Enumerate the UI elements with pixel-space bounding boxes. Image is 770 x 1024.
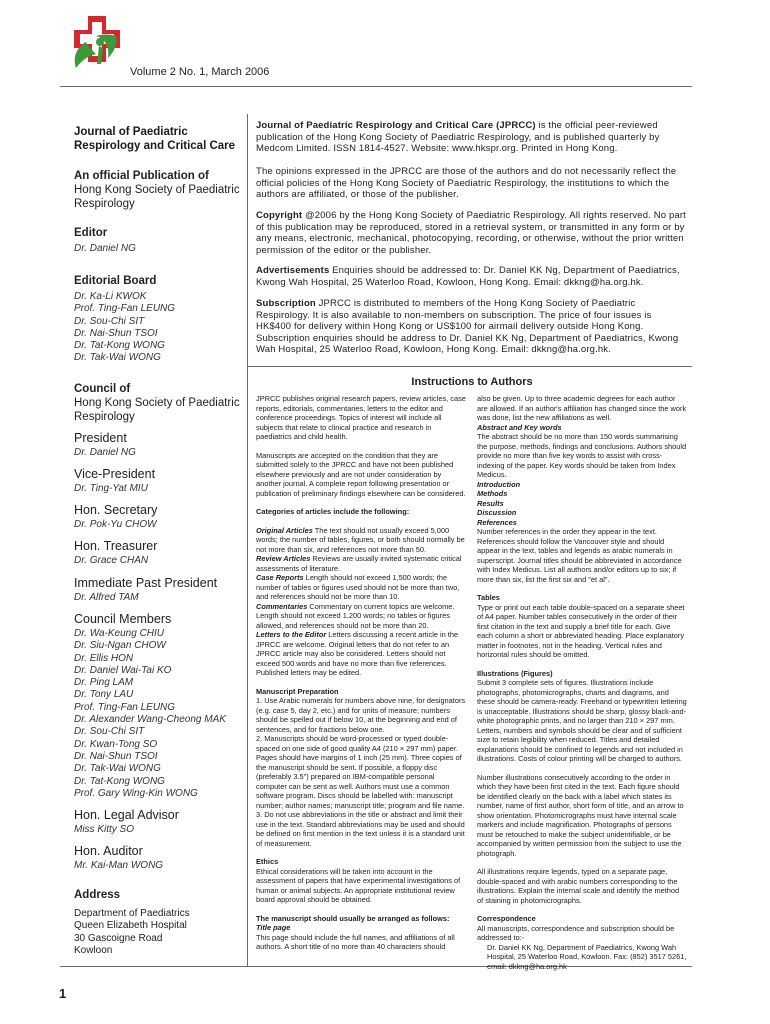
past-president-section: Immediate Past President Dr. Alfred TAM (74, 576, 218, 603)
address-line: 30 Gascoigne Road (74, 932, 163, 944)
column-divider (247, 114, 248, 967)
vice-president-section: Vice-President Dr. Ting-Yat MIU (74, 467, 156, 494)
board-member: Dr. Tat-Kong WONG (74, 340, 165, 352)
instructions-title: Instructions to Authors (411, 376, 533, 388)
address-line: Department of Paediatrics (74, 908, 190, 919)
board-member: Dr. Ka-Li KWOK (74, 291, 147, 302)
council-member: Dr. Ellis HON (74, 652, 134, 664)
subscription-paragraph: Subscription JPRCC is distributed to members of the Hong Kong Society of Paediatric Respirology. It is also available to non-members on subscription. The price of four issues is HK$400 for delivery within Hong Kong or US$100 for airmail delivery outside Hong Kong. Subscription enquiries should be address to Dr. Daniel KK Ng, Department of Paediatrics, Kwong Wah Hospital, 25 Waterloo Road, Kowloon, Hong Kong. Email: dkkng@ha.org.hk. (256, 298, 679, 355)
section-rule (247, 366, 692, 367)
council-member: Dr. Siu-Ngan CHOW (74, 640, 166, 652)
copyright-paragraph: Copyright @2006 by the Hong Kong Society of Paediatric Respirology. All rights reserved. No part of this publication may be reproduced, stored in a retrieval system, or transmitted in any form or by any means, electronic, mechanical, photocopying, recording, or otherwise, without the prior written permission of the editor or the publisher. (256, 210, 686, 256)
board-member: Prof. Ting-Fan LEUNG (74, 303, 176, 315)
editor-section: Editor Dr. Daniel NG (74, 227, 136, 254)
journal-intro: Journal of Paediatric Respirology and Critical Care (JPRCC) is the official peer-reviewed publication of the Hong Kong Society of Paediatric Respirology, and is published quarterly by Medcom Limited. ISSN 1814-4527. Website: www.hkspr.org. Printed in Hong Kong. (256, 120, 660, 154)
council-member: Dr. Kwan-Tong SO (74, 738, 158, 750)
address-line: Queen Elizabeth Hospital (74, 920, 187, 932)
president-section: President Dr. Daniel NG (74, 431, 136, 458)
council-member: Dr. Alexander Wang-Cheong MAK (74, 714, 226, 726)
treasurer-section: Hon. Treasurer Dr. Grace CHAN (74, 539, 158, 566)
page-number: 1 (59, 986, 67, 1001)
council-member: Dr. Tony LAU (74, 689, 134, 701)
council-member: Dr. Tak-Wai WONG (74, 763, 161, 775)
council-heading: Council of Hong Kong Society of Paediatric Respirology (74, 383, 240, 423)
board-member: Dr. Nai-Shun TSOI (74, 327, 158, 339)
address-section: Address Department of Paediatrics Queen Elizabeth Hospital 30 Gascoigne Road Kowloon (74, 888, 244, 957)
council-member: Dr. Nai-Shun TSOI (74, 750, 158, 762)
instructions-column-1: JPRCC publishes original research papers, review articles, case reports, editorials, commentaries, letters to the editor and conference proceedings. Topics of interest will include all subjects that relate to clinical practice and research in paediatrics and child health. Manuscripts are accepted on the condition that they are submitted solely to the JPRCC and have not been published elsewhere previously and are not under consideration by another journal. A complete report following presentation or publication of preliminary findings elsewhere can be considered. Categories of articles include the following: Original Articles The text should not usually exceed 5,000 words; the number of tables, figures, or both should normally be not more than six, and references not more than 50. Review Articles Reviews are usually invited systematic critical assessments of literature. Case Reports Length should not exceed 1,500 words; the number of tables or figures used should not be more than two, and references should not be more than 10. Commentaries Commentary on current topics are welcome. Length should not exceed 1,200 words; no tables or figures allowed, and references should not be more than 20. Letters to the Editor Letters discussing a recent article in the JPRCC are welcome. Original letters that do not refer to an JPRCC article may also be considered. Letters should not exceed 500 words and have no more than five references. Published letters may be edited. Manuscript Preparation 1. Use Arabic numerals for numbers above nine, for designators (e.g. case 5, day 2, etc.) and for units of measure; numbers should be spelled out if below 10, at the beginning and end of sentences, and for fractions below one. 2. Manuscripts should be word-processed or typed double-spaced on one side of good quality A4 (210 × 297 mm) paper. Pages should have margins of 1 inch (25 mm). Three copies of the manuscript should be sent. If possible, a floppy disc (preferably 3.5") prepared on IBM-compatible personal computer can be sent as well. Authors must use a common software program. Discs should be labelled with: manuscript number; author names; manuscript title; program and file name. 3. Do not use abbreviations in the title or abstract and limit their use in the text. Standard abbreviations may be used and should be defined on first mention in the text unless it is a standard unit of measurement. Ethics Ethical considerations will be taken into account in the assessment of papers that have experimental investigations of human or animal subjects. An appropriate institutional review board approval should be obtained. The manuscript should usually be arranged as follows: Title page This page should include the full names, and affiliations of all authors. A short title of no more than 40 characters should (256, 394, 466, 951)
instructions-column-2: also be given. Up to three academic degrees for each author are allowed. If an author's affiliation has changed since the work was done, list the new affiliations as well. Abstract and Key words The abstract should be no more than 150 words summarising the purpose, methods, findings and conclusions. Authors should provide no more than five key words to assist with cross-indexing of the paper. Key words should be taken from Index Medicus. Introduction Methods Results Discussion References Number references in the order they appear in the text. References should follow the Vancouver style and should appear in the text, tables and legends as arabic numerals in superscript. Journal titles should be abbreviated in accordance with Index Medicus. List all authors and/or editors up to six; if more than six, list the first six and "et al". Tables Type or print out each table double-spaced on a separate sheet of A4 paper. Number tables consecutively in the order of their first citation in the text and supply a brief title for each. Give each column a short or abbreviated heading. Place explanatory matter in footnotes, not in the heading. Vertical rules and horizontal rules should be omitted. Illustrations (Figures) Submit 3 complete sets of figures. Illustrations include photographs, photomicrographs, charts and diagrams, and these should be camera-ready. Freehand or typewritten lettering is unacceptable. Illustrations should be sharp, glossy black-and-white photographic prints, and no larger than 210 × 297 mm. Letters, numbers and symbols should be clear and of sufficient size to retain legibility when reduced. Titles and detailed explanations should be confined to legends and not included in illustrations. Costs of colour printing will be charged to authors. Number illustrations consecutively according to the order in which they have been first cited in the text. Each figure should be identified clearly on the back with a label which states its number, name of first author, short form of title, and an arrow to show orientation. Photomicrographs must have internal scale markers and include magnification. Photographs of persons must be retouched to make the subject unidentifiable, or be accompanied by written permission from the subject to use the photograph. All illustrations require legends, typed on a separate page, double-spaced and with arabic numbers corresponding to the illustrations. Explain the internal scale and identify the method of staining in photomicrographs. Correspondence All manuscripts, correspondence and subscription should be addressed to:- Dr. Daniel KK Ng, Department of Paediatrics, Kwong Wah Hospital, 25 Waterloo Road, Kowloon. Fax: (852) 3517 5261, email: dkkng@ha.org.hk (477, 394, 687, 971)
council-member: Dr. Ping LAM (74, 677, 134, 689)
secretary-section: Hon. Secretary Dr. Pok-Yu CHOW (74, 503, 158, 530)
council-member: Prof. Ting-Fan LEUNG (74, 701, 176, 713)
legal-advisor-section: Hon. Legal Advisor Miss Kitty SO (74, 808, 179, 835)
official-publication: An official Publication of Hong Kong Society of Paediatric Respirology (74, 170, 240, 210)
council-member: Dr. Sou-Chi SIT (74, 726, 145, 738)
advertisements-paragraph: Advertisements Enquiries should be addressed to: Dr. Daniel KK Ng, Department of Paediatrics, Kwong Wah Hospital, 25 Waterloo Road, Kowloon, Hong Kong. Email: dkkng@ha.org.hk. (256, 265, 680, 288)
auditor-section: Hon. Auditor Mr. Kai-Man WONG (74, 844, 164, 871)
council-members: Council Members Dr. Wa-Keung CHIU Dr. Siu-Ngan CHOW Dr. Ellis HON Dr. Daniel Wai-Tai KO Dr. Ping LAM Dr. Tony LAU Prof. Ting-Fan LEUNG Dr. Alexander Wang-Cheong MAK Dr. Sou-Chi SIT Dr. Kwan-Tong SO Dr. Nai-Shun TSOI Dr. Tak-Wai WONG Dr. Tat-Kong WONG Prof. Gary Wing-Kin WONG (74, 612, 244, 800)
society-logo (66, 12, 128, 74)
journal-title: Journal of Paediatric Respirology and Critical Care (74, 126, 236, 152)
header-rule (60, 86, 692, 87)
volume-issue: Volume 2 No. 1, March 2006 (130, 66, 270, 78)
opinions-paragraph: The opinions expressed in the JPRCC are those of the authors and do not necessarily reflect the official policies of the Hong Kong Society of Paediatric Respirology, the institutions to which the authors are affiliated, or those of the publisher. (256, 166, 677, 200)
council-member: Dr. Tat-Kong WONG (74, 775, 165, 787)
editorial-board: Editorial Board Dr. Ka-Li KWOK Prof. Ting-Fan LEUNG Dr. Sou-Chi SIT Dr. Nai-Shun TSOI Dr. Tat-Kong WONG Dr. Tak-Wai WONG (74, 274, 244, 365)
council-member: Prof. Gary Wing-Kin WONG (74, 787, 198, 799)
council-member: Dr. Wa-Keung CHIU (74, 628, 165, 639)
board-member: Dr. Tak-Wai WONG (74, 352, 161, 364)
address-line: Kowloon (74, 944, 113, 956)
board-member: Dr. Sou-Chi SIT (74, 315, 145, 327)
council-member: Dr. Daniel Wai-Tai KO (74, 664, 172, 676)
